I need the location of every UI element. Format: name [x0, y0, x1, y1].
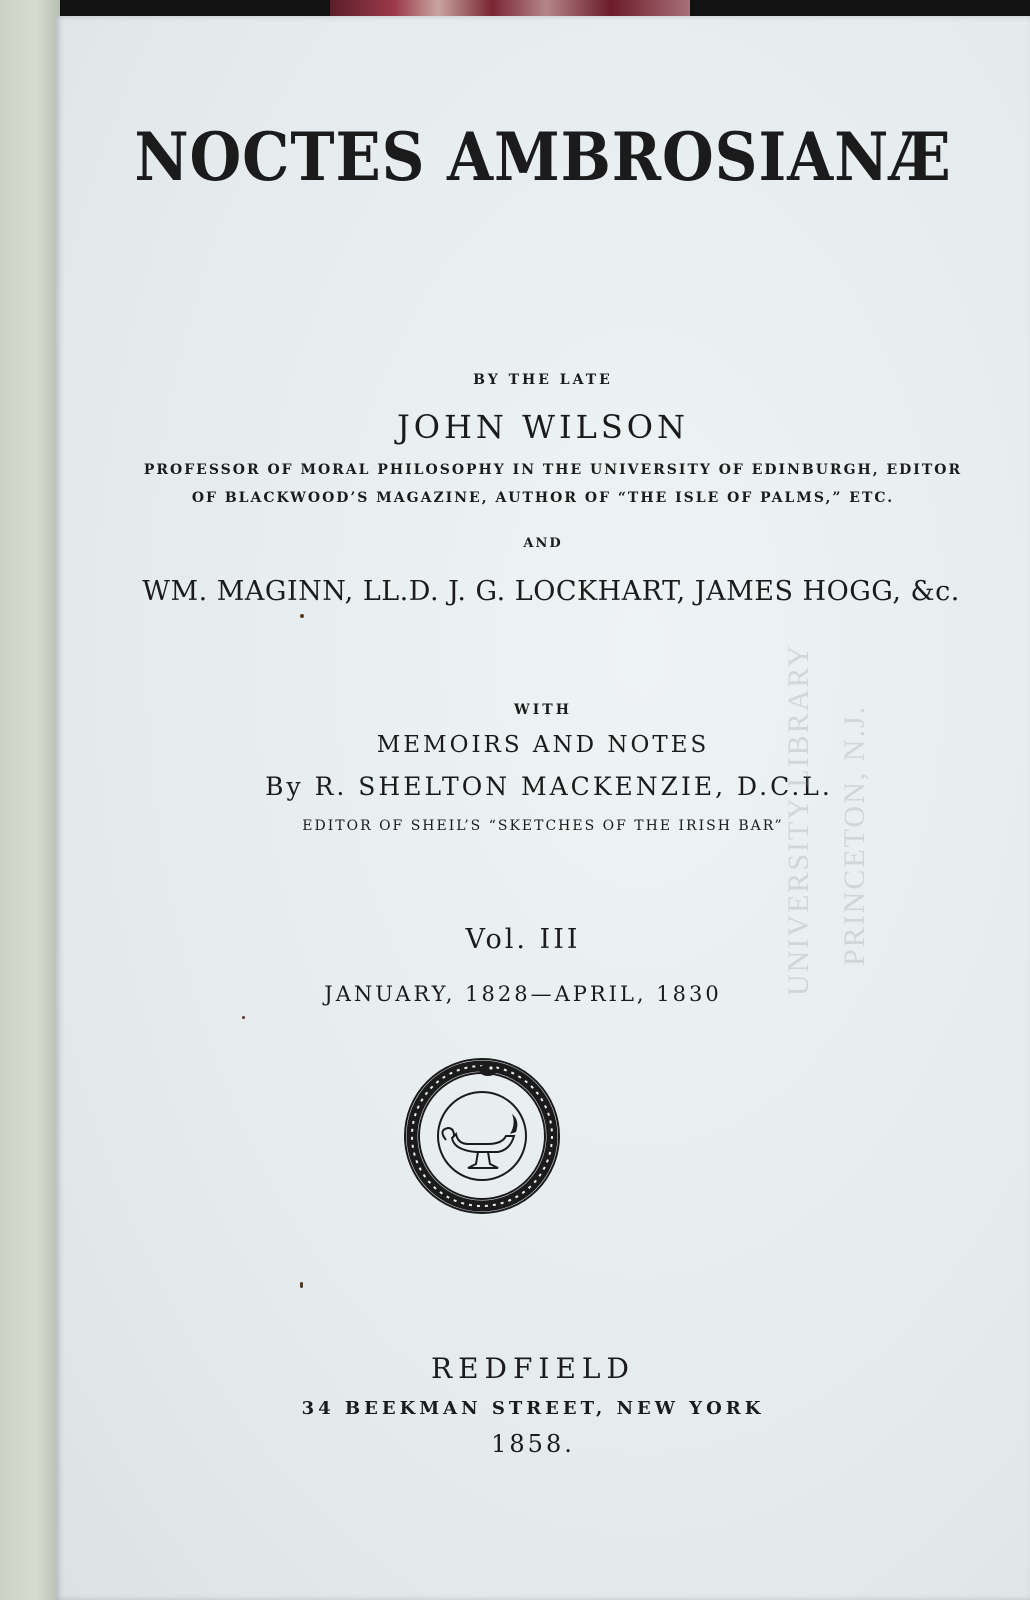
publication-year: 1858. [491, 1430, 575, 1458]
ink-speck [300, 1282, 303, 1288]
and-conjunction: AND [523, 536, 563, 551]
title-page [56, 16, 1030, 1600]
publisher-address: 34 BEEKMAN STREET, NEW YORK [301, 1398, 765, 1419]
ink-speck [300, 614, 304, 618]
volume-number: Vol. III [465, 924, 581, 955]
editor-credit: EDITOR OF SHEIL’S “SKETCHES OF THE IRISH BAR” [302, 818, 784, 834]
date-range: JANUARY, 1828—APRIL, 1830 [324, 982, 722, 1006]
stamp-line-1: UNIVERSITY LIBRARY [782, 643, 815, 996]
book-title: NOCTES AMBROSIANÆ [134, 118, 952, 196]
ouroboros-lamp-icon [402, 1056, 562, 1216]
author-name: JOHN WILSON [396, 408, 690, 446]
publisher-name: REDFIELD [431, 1352, 635, 1385]
stamp-line-2: PRINCETON, N.J. [838, 704, 871, 966]
ink-speck [242, 1016, 245, 1019]
author-affiliation-line1: PROFESSOR OF MORAL PHILOSOPHY IN THE UNIVERSITY OF EDINBURGH, EDITOR [143, 462, 963, 478]
by-line: BY THE LATE [473, 372, 613, 388]
memoirs-label: MEMOIRS AND NOTES [376, 732, 710, 758]
with-label: WITH [514, 702, 572, 718]
author-affiliation-line2: OF BLACKWOOD’S MAGAZINE, AUTHOR OF “THE ISLE OF PALMS,” ETC. [191, 490, 895, 506]
editor-name: By R. SHELTON MACKENZIE, D.C.L. [265, 772, 833, 801]
library-stamp [772, 636, 882, 1006]
co-authors: WM. MAGINN, LL.D. J. G. LOCKHART, JAMES HOGG, &c. [142, 576, 960, 607]
